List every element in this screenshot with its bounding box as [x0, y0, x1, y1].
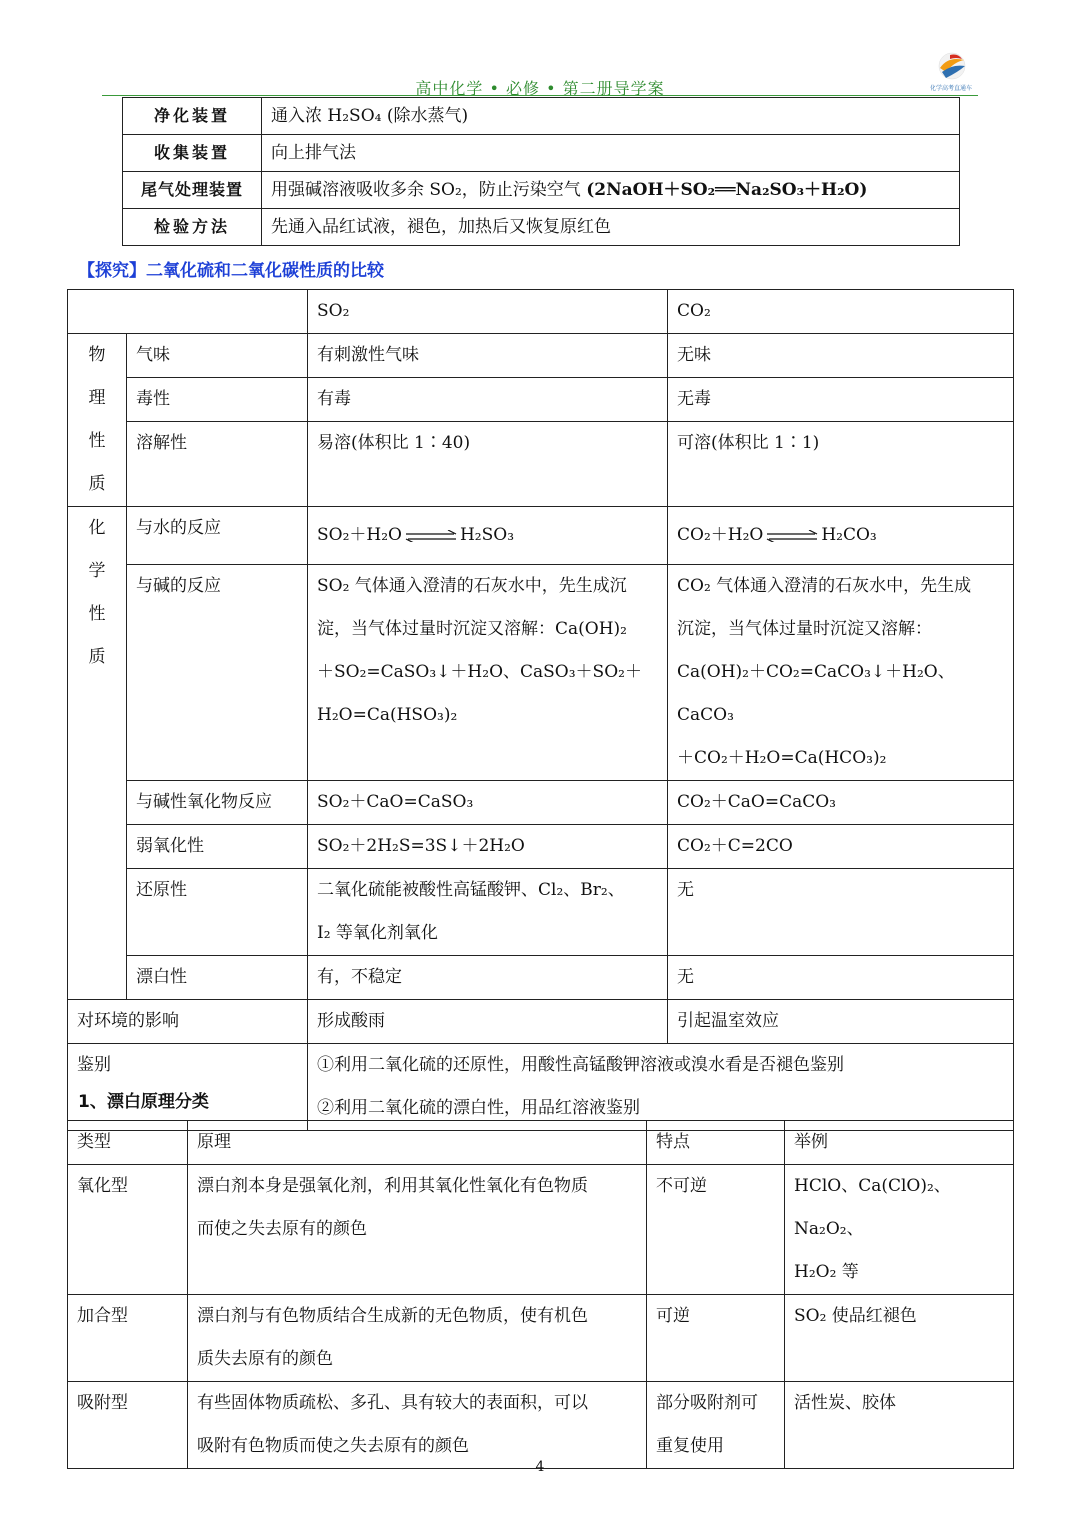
reversible-arrow-icon [404, 530, 458, 542]
reversible-arrow-icon [765, 530, 819, 542]
setup-value: 向上排气法 [262, 135, 960, 172]
bleach-type: 吸附型 [68, 1382, 188, 1469]
column-header: 特点 [647, 1121, 785, 1165]
setup-label: 尾气处理装置 [123, 172, 262, 209]
bleach-example: 活性炭、胶体 [785, 1382, 1014, 1469]
property-name: 对环境的影响 [68, 1000, 308, 1044]
co2-value: 可溶(体积比 1∶1) [668, 422, 1014, 507]
property-name: 与碱性氧化物反应 [127, 781, 308, 825]
setup-value: 先通入品红试液，褪色，加热后又恢复原红色 [262, 209, 960, 246]
property-name: 弱氧化性 [127, 825, 308, 869]
bleaching-principle-table [67, 1120, 1014, 1469]
property-name: 鉴别 [68, 1044, 308, 1131]
co2-value: 无 [668, 956, 1014, 1000]
table-row [68, 956, 1014, 1000]
setup-label: 净化装置 [123, 98, 262, 135]
bleach-principle: 漂白剂与有色物质结合生成新的无色物质，使有机色 质失去原有的颜色 [188, 1295, 647, 1382]
property-name: 毒性 [127, 378, 308, 422]
group-label-physical: 物 理 性 质 [68, 334, 127, 507]
bleach-feature: 不可逆 [647, 1165, 785, 1295]
co2-value: 引起温室效应 [668, 1000, 1014, 1044]
so2-value: 二氧化硫能被酸性高锰酸钾、Cl₂、Br₂、 I₂ 等氧化剂氧化 [308, 869, 668, 956]
header-empty-cell [68, 290, 308, 334]
so2-water-reaction: SO₂＋H₂O H₂SO₃ [308, 507, 668, 565]
so2-value: SO₂＋2H₂S=3S↓＋2H₂O [308, 825, 668, 869]
table-row [68, 1382, 1014, 1469]
subsection-title: 1、漂白原理分类 [78, 1092, 209, 1112]
bleach-type: 氧化型 [68, 1165, 188, 1295]
co2-value: CO₂＋C=2CO [668, 825, 1014, 869]
setup-value-cell [262, 172, 960, 209]
so2-value: 有刺激性气味 [308, 334, 668, 378]
table-row [68, 422, 1014, 507]
so2-value: SO₂＋CaO=CaSO₃ [308, 781, 668, 825]
table-row [68, 1165, 1014, 1295]
table-row [68, 378, 1014, 422]
page-header-title: 高中化学 • 必修 • 第二册导学案 [415, 79, 665, 98]
column-header: 类型 [68, 1121, 188, 1165]
section-title: 【探究】二氧化硫和二氧化碳性质的比较 [78, 261, 384, 281]
co2-base-reaction: CO₂ 气体通入澄清的石灰水中，先生成 沉淀，当气体过量时沉淀又溶解： Ca(OH)₂＋CO₂=CaCO₃↓＋H₂O、CaCO₃ ＋CO₂＋H₂O=Ca(HCO₃)₂ [668, 565, 1014, 781]
table-row [123, 135, 960, 172]
so2-value: 形成酸雨 [308, 1000, 668, 1044]
table-row [68, 1000, 1014, 1044]
property-name: 还原性 [127, 869, 308, 956]
property-name: 与碱的反应 [127, 565, 308, 781]
bleach-example: SO₂ 使品红褪色 [785, 1295, 1014, 1382]
property-name: 溶解性 [127, 422, 308, 507]
setup-equation: (2NaOH＋SO₂══Na₂SO₃＋H₂O) [586, 180, 868, 200]
bleach-feature: 可逆 [647, 1295, 785, 1382]
co2-value: 无毒 [668, 378, 1014, 422]
property-name: 漂白性 [127, 956, 308, 1000]
co2-value: 无 [668, 869, 1014, 956]
so2-co2-comparison-table [67, 289, 1014, 1131]
experiment-setup-table [122, 97, 960, 246]
table-row [68, 334, 1014, 378]
co2-value: CO₂＋CaO=CaCO₃ [668, 781, 1014, 825]
setup-value: 通入浓 H₂SO₄ (除水蒸气) [262, 98, 960, 135]
so2-value: 有，不稳定 [308, 956, 668, 1000]
publisher-logo-text: 化学高考直通车 [929, 85, 972, 92]
table-header-row [68, 290, 1014, 334]
table-row [68, 565, 1014, 781]
bleach-principle: 漂白剂本身是强氧化剂，利用其氧化性氧化有色物质 而使之失去原有的颜色 [188, 1165, 647, 1295]
header-divider [102, 95, 978, 96]
setup-label: 检验方法 [123, 209, 262, 246]
table-header-row [68, 1121, 1014, 1165]
so2-value: 易溶(体积比 1∶40) [308, 422, 668, 507]
table-row [68, 825, 1014, 869]
so2-base-reaction: SO₂ 气体通入澄清的石灰水中，先生成沉 淀，当气体过量时沉淀又溶解：Ca(OH)₂ ＋SO₂=CaSO₃↓＋H₂O、CaSO₃＋SO₂＋ H₂O=Ca(HSO₃)₂ [308, 565, 668, 781]
identify-methods: ①利用二氧化硫的还原性，用酸性高锰酸钾溶液或溴水看是否褪色鉴别 ②利用二氧化硫的漂白性，用品红溶液鉴别 [308, 1044, 1014, 1131]
setup-label: 收集装置 [123, 135, 262, 172]
table-row [68, 1295, 1014, 1382]
table-row [68, 507, 1014, 565]
table-row [68, 781, 1014, 825]
bleach-type: 加合型 [68, 1295, 188, 1382]
column-header: 举例 [785, 1121, 1014, 1165]
table-row [68, 869, 1014, 956]
bleach-example: HClO、Ca(ClO)₂、Na₂O₂、 H₂O₂ 等 [785, 1165, 1014, 1295]
bleach-principle: 有些固体物质疏松、多孔、具有较大的表面积，可以 吸附有色物质而使之失去原有的颜色 [188, 1382, 647, 1469]
table-row [123, 209, 960, 246]
table-row [123, 172, 960, 209]
column-header-so2: SO₂ [308, 290, 668, 334]
table-row [123, 98, 960, 135]
bleach-feature: 部分吸附剂可 重复使用 [647, 1382, 785, 1469]
property-name: 与水的反应 [127, 507, 308, 565]
property-name: 气味 [127, 334, 308, 378]
group-label-chemical: 化 学 性 质 [68, 507, 127, 1000]
so2-value: 有毒 [308, 378, 668, 422]
co2-value: 无味 [668, 334, 1014, 378]
setup-value: 用强碱溶液吸收多余 SO₂，防止污染空气 [271, 180, 581, 200]
table-row [68, 1044, 1014, 1131]
column-header: 原理 [188, 1121, 647, 1165]
page-number: 4 [535, 1459, 545, 1475]
co2-water-reaction: CO₂＋H₂O H₂CO₃ [668, 507, 1014, 565]
column-header-co2: CO₂ [668, 290, 1014, 334]
